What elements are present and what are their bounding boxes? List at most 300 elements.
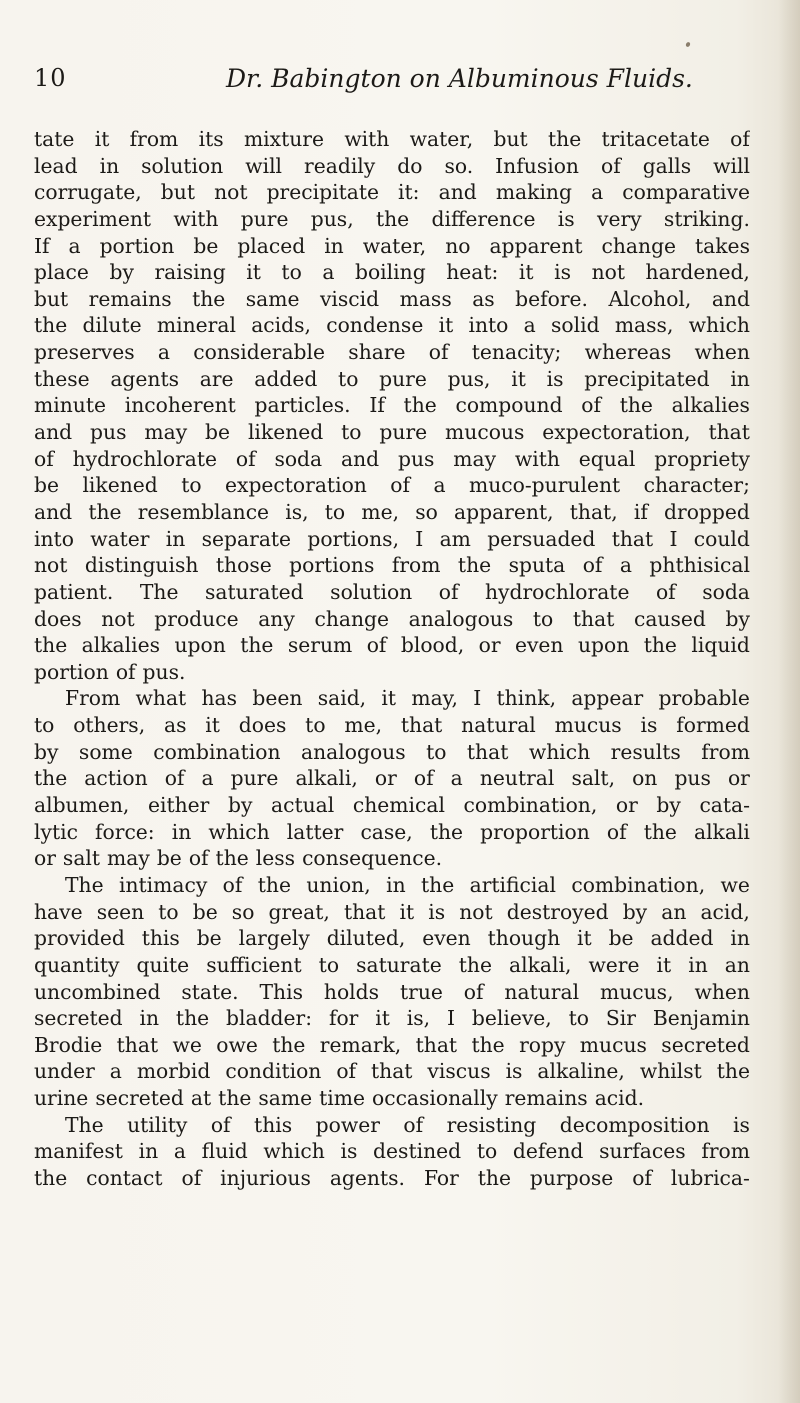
word: probable	[658, 686, 750, 711]
word: defend	[512, 1139, 584, 1164]
word: cata-	[699, 793, 750, 818]
text-line	[34, 392, 750, 419]
word: not	[591, 260, 625, 285]
word: of	[34, 446, 54, 471]
text-line	[34, 1058, 750, 1085]
word: the	[643, 633, 677, 658]
text-line	[34, 606, 750, 633]
word: resemblance	[137, 499, 270, 524]
word: separate	[201, 526, 292, 551]
text-line	[34, 1032, 750, 1059]
word: into	[468, 313, 509, 338]
word: of	[463, 979, 484, 1004]
word: when	[694, 979, 750, 1004]
word: does	[238, 713, 287, 738]
word: produce	[154, 606, 239, 631]
word: same	[258, 1086, 313, 1111]
word: no	[445, 233, 471, 258]
word: uncombined	[34, 979, 161, 1004]
word: a	[173, 1139, 186, 1164]
word: quantity	[34, 952, 120, 977]
word: and	[34, 420, 73, 445]
word: be	[156, 846, 182, 871]
word: latter	[286, 819, 344, 844]
word: these	[34, 366, 90, 391]
word: if	[633, 499, 648, 524]
word: and	[711, 286, 750, 311]
word: viscus	[427, 1059, 491, 1084]
word: that	[415, 1032, 458, 1057]
word: quite	[136, 952, 190, 977]
word: be	[196, 926, 222, 951]
word: corrugate,	[34, 180, 142, 205]
word: of	[606, 819, 627, 844]
word: hydrochlorate	[484, 579, 630, 604]
word: the	[429, 819, 464, 844]
word: be	[34, 473, 59, 498]
word: so	[231, 899, 255, 924]
word: saturated	[205, 579, 304, 604]
word: dropped	[664, 499, 750, 524]
word: lead	[34, 153, 78, 178]
word: alkalies	[671, 393, 750, 418]
word: likened	[247, 420, 324, 445]
word: of	[428, 340, 449, 365]
word: under	[34, 1059, 95, 1084]
word: is	[733, 1112, 750, 1137]
word: is	[546, 366, 564, 391]
text-line	[34, 312, 750, 339]
word: by	[622, 899, 648, 924]
word: it	[205, 713, 220, 738]
word: agents	[110, 366, 180, 391]
word: the	[619, 393, 653, 418]
word: we	[720, 872, 750, 897]
word: or	[374, 766, 397, 791]
word: of	[581, 393, 601, 418]
word: but	[160, 180, 195, 205]
word: time	[319, 1086, 365, 1111]
text-line	[34, 552, 750, 579]
text-line	[34, 712, 750, 739]
text-line	[34, 286, 750, 313]
word: natural	[504, 979, 580, 1004]
word: making	[495, 180, 572, 205]
text-line	[34, 126, 750, 153]
word: manifest	[34, 1139, 123, 1164]
word: remains	[88, 286, 172, 311]
word: lytic	[34, 819, 78, 844]
word: of	[210, 1112, 231, 1137]
word: pure	[240, 206, 289, 231]
word: bladder:	[226, 1006, 313, 1031]
text-line	[34, 1112, 750, 1139]
word: albumen,	[34, 793, 130, 818]
word: remark,	[319, 1032, 402, 1057]
word: are	[199, 366, 234, 391]
word: analogous	[301, 739, 406, 764]
word: caused	[633, 606, 706, 631]
word: an	[724, 952, 750, 977]
word: force:	[95, 819, 155, 844]
word: either	[147, 793, 210, 818]
word: the	[457, 553, 492, 578]
word: from	[129, 127, 179, 151]
word: soda	[274, 446, 323, 471]
word: I	[669, 526, 678, 551]
word: mucous	[445, 420, 525, 445]
word: minute	[34, 393, 106, 418]
word: pus	[397, 446, 435, 471]
word: saturate	[356, 952, 442, 977]
word: acid,	[700, 899, 750, 924]
word: portion	[99, 233, 175, 258]
word: to	[281, 260, 302, 285]
word: sputa	[508, 553, 566, 578]
word: secreted	[661, 1032, 750, 1057]
word: or	[615, 793, 638, 818]
word: very	[597, 206, 642, 231]
word: in	[139, 1006, 160, 1031]
word: as	[472, 286, 495, 311]
word: a	[433, 473, 446, 498]
word: the	[716, 1059, 750, 1084]
word: mucus	[554, 713, 622, 738]
word: striking.	[663, 206, 750, 231]
word: soda	[702, 579, 750, 604]
word: that,	[569, 499, 618, 524]
word: mixture	[243, 127, 325, 151]
word: appear	[571, 686, 644, 711]
word: me,	[344, 713, 383, 738]
word: natural	[461, 713, 536, 738]
word: some	[78, 739, 133, 764]
word: sufficient	[206, 952, 302, 977]
word: pus	[90, 420, 127, 445]
word: what	[135, 686, 187, 711]
word: of	[632, 1165, 652, 1190]
word: think,	[496, 686, 557, 711]
word: portions,	[307, 526, 400, 551]
word: preserves	[34, 340, 135, 365]
word: heat:	[446, 260, 499, 285]
word: occasionally	[372, 1086, 498, 1111]
word: destined	[373, 1139, 462, 1164]
word: before.	[515, 286, 588, 311]
word: it	[381, 686, 397, 711]
word: Sir	[605, 1006, 636, 1031]
word: that	[611, 526, 654, 551]
word: which	[688, 313, 750, 338]
word: with	[344, 127, 390, 151]
word: this	[254, 1112, 293, 1137]
word: from	[701, 1139, 750, 1164]
word: a	[322, 260, 335, 285]
text-line	[34, 1165, 750, 1192]
word: in	[99, 153, 120, 178]
word: to	[341, 420, 362, 445]
word: contact	[86, 1165, 163, 1190]
word: ropy	[519, 1032, 566, 1057]
word: will	[713, 153, 750, 178]
word: combination	[153, 739, 281, 764]
word: is	[554, 260, 572, 285]
word: combination,	[571, 872, 706, 897]
word: distinguish	[84, 553, 199, 578]
word: condense	[326, 313, 424, 338]
word: condition	[225, 1059, 322, 1084]
word: were	[588, 952, 640, 977]
word: largely	[238, 926, 310, 951]
word: it	[94, 127, 110, 151]
word: even	[514, 633, 564, 658]
word: agents.	[329, 1165, 405, 1190]
word: Infusion	[495, 153, 579, 178]
word: surfaces	[599, 1139, 686, 1164]
word: me,	[361, 499, 400, 524]
word: be	[193, 233, 219, 258]
word: whereas	[584, 340, 672, 365]
text-line	[34, 819, 750, 846]
ink-speck	[685, 41, 691, 47]
word: that	[343, 899, 386, 924]
word: utility	[127, 1112, 188, 1137]
word: of	[600, 153, 621, 178]
word: patient.	[34, 579, 114, 604]
word: chemical	[352, 793, 445, 818]
word: of	[582, 553, 603, 578]
word: the	[477, 1165, 511, 1190]
word: provided	[34, 926, 125, 951]
word: of	[655, 579, 676, 604]
text-line	[34, 632, 750, 659]
word: secreted	[95, 1086, 184, 1111]
word: the	[34, 766, 68, 791]
text-line	[34, 979, 750, 1006]
word: those	[215, 553, 272, 578]
text-line	[34, 765, 750, 792]
text-line	[34, 872, 750, 899]
word: so	[415, 499, 438, 524]
word: case,	[360, 819, 413, 844]
word: share	[348, 340, 406, 365]
word: which	[528, 739, 591, 764]
word: holds	[323, 979, 380, 1004]
word: pus	[674, 766, 711, 791]
word: even	[422, 926, 471, 951]
word: pure	[230, 766, 279, 791]
word: in	[324, 233, 344, 258]
word: combination,	[463, 793, 598, 818]
word: pus.	[142, 659, 186, 684]
word: a	[157, 340, 170, 365]
word: compound	[455, 393, 563, 418]
word: the	[215, 846, 249, 871]
word: and	[438, 180, 477, 205]
word: expectoration,	[542, 420, 691, 445]
text-line	[34, 952, 750, 979]
word: to	[324, 499, 346, 524]
word: placed	[237, 233, 306, 258]
text-line	[34, 792, 750, 819]
word: resisting	[446, 1112, 537, 1137]
word: If	[369, 393, 385, 418]
word: is	[428, 899, 446, 924]
word: of	[115, 659, 136, 684]
text-line	[34, 153, 750, 180]
word: that	[708, 420, 750, 445]
word: to	[158, 899, 179, 924]
word: the	[192, 286, 226, 311]
word: an	[661, 899, 687, 924]
word: at	[190, 1086, 212, 1111]
word: hardened,	[645, 260, 750, 285]
word: of	[222, 872, 243, 897]
word: salt	[62, 846, 101, 871]
word: of	[336, 1059, 357, 1084]
text-line	[34, 685, 750, 712]
word: likened	[82, 473, 158, 498]
word: water,	[362, 233, 427, 258]
word: to	[34, 713, 55, 738]
word: the	[471, 1032, 505, 1057]
text-line	[34, 925, 750, 952]
word: power	[315, 1112, 380, 1137]
word: it	[399, 899, 415, 924]
word: actual	[271, 793, 335, 818]
text-line	[34, 446, 750, 473]
word: we	[172, 1032, 202, 1057]
word: the	[175, 1006, 210, 1031]
page-header	[34, 64, 734, 104]
word: proportion	[480, 819, 590, 844]
word: to	[476, 1139, 498, 1164]
word: may	[453, 446, 497, 471]
word: is	[557, 206, 575, 231]
text-line	[34, 206, 750, 233]
word: by	[34, 739, 59, 764]
word: change	[314, 606, 390, 631]
text-line	[34, 499, 750, 526]
text-line	[34, 1005, 750, 1032]
text-line	[34, 419, 750, 446]
text-line	[34, 845, 750, 872]
text-line	[34, 339, 750, 366]
word: have	[34, 899, 83, 924]
word: said,	[317, 686, 367, 711]
word: decomposition	[559, 1112, 710, 1137]
word: the	[257, 872, 291, 897]
word: its	[198, 127, 224, 151]
word: considerable	[193, 340, 326, 365]
word: by	[725, 606, 750, 631]
word: The	[139, 579, 179, 604]
word: though	[487, 926, 561, 951]
word: and	[340, 446, 380, 471]
word: raising	[154, 260, 226, 285]
word: viscid	[319, 286, 380, 311]
word: has	[201, 686, 238, 711]
word: from	[701, 739, 750, 764]
word: of	[730, 127, 750, 151]
word: of	[164, 766, 185, 791]
word: pus,	[447, 366, 491, 391]
word: a	[109, 1059, 122, 1084]
word: it	[438, 313, 454, 338]
word: serum	[287, 633, 353, 658]
word: the	[548, 127, 582, 151]
word: a	[201, 766, 214, 791]
text-line	[34, 579, 750, 606]
word: is	[505, 1059, 523, 1084]
word: that	[371, 1059, 413, 1084]
word: in	[165, 526, 186, 551]
text-line	[34, 1085, 750, 1112]
word: water	[90, 526, 150, 551]
word: injurious	[220, 1165, 311, 1190]
word: persuaded	[487, 526, 596, 551]
word: or	[727, 766, 750, 791]
word: upon	[174, 633, 226, 658]
word: not	[459, 899, 493, 924]
word: comparative	[622, 180, 750, 205]
word: consequence.	[302, 846, 443, 871]
word: state.	[181, 979, 239, 1004]
word: change	[601, 233, 677, 258]
word: the	[240, 633, 274, 658]
word: experiment	[34, 206, 152, 231]
word: difference	[431, 206, 536, 231]
word: is,	[406, 1006, 431, 1031]
word: will	[245, 153, 283, 178]
word: I	[415, 526, 424, 551]
text-line	[34, 179, 750, 206]
word: not	[101, 606, 135, 631]
word: This	[259, 979, 303, 1004]
word: that	[400, 713, 443, 738]
word: remains	[504, 1086, 588, 1111]
word: Benjamin	[652, 1006, 750, 1031]
word: the	[375, 206, 410, 231]
word: alkali,	[509, 952, 572, 977]
word: expectoration	[225, 473, 367, 498]
word: in	[730, 926, 750, 951]
word: great,	[268, 899, 330, 924]
word: by	[656, 793, 681, 818]
word: acid.	[594, 1086, 645, 1111]
word: alkali	[693, 819, 750, 844]
word: believe,	[471, 1006, 552, 1031]
word: character;	[643, 473, 750, 498]
word: intimacy	[118, 872, 208, 897]
word: mineral	[156, 313, 236, 338]
word: added	[650, 926, 714, 951]
word: neutral	[479, 766, 555, 791]
word: If	[34, 233, 50, 258]
word: to	[532, 606, 554, 631]
text-line	[34, 366, 750, 393]
word: secreted	[34, 1006, 123, 1031]
word: upon	[577, 633, 630, 658]
word: propriety	[654, 446, 750, 471]
word: be	[205, 420, 231, 445]
word: whilst	[639, 1059, 702, 1084]
word: is	[340, 1139, 358, 1164]
word: I	[446, 1006, 455, 1031]
word: solid	[550, 313, 600, 338]
word: tate	[34, 127, 75, 151]
word: readily	[304, 153, 376, 178]
